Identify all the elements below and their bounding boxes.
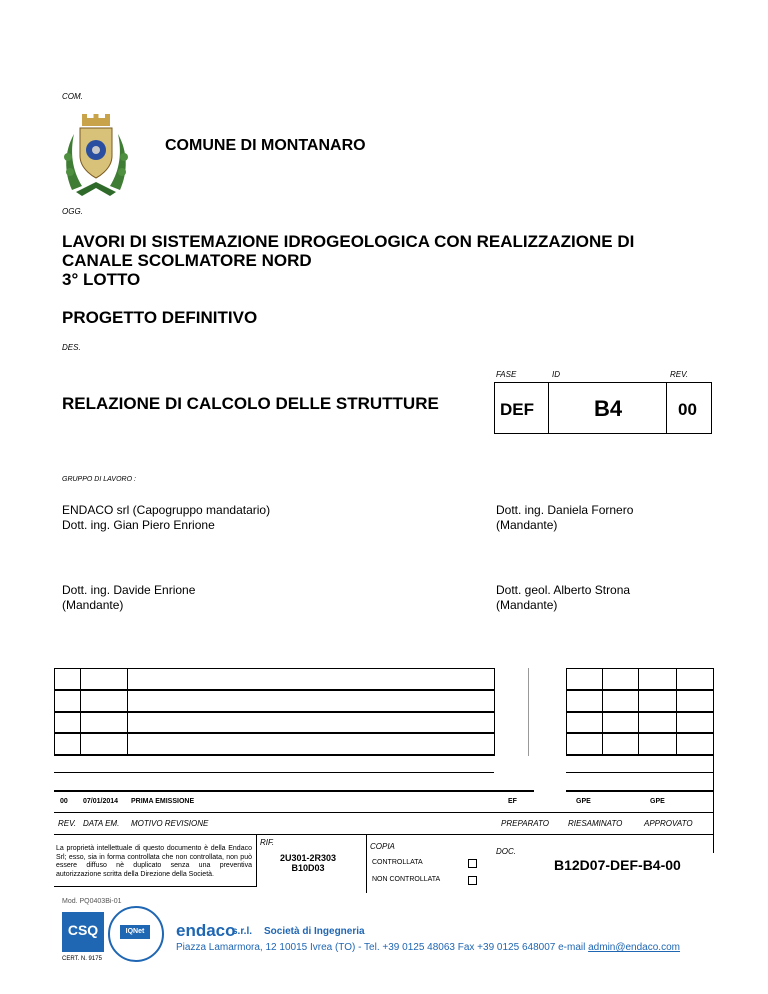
revision-table <box>54 668 714 853</box>
id-value: B4 <box>594 396 623 421</box>
id-label: ID <box>552 370 560 379</box>
team-member-line: Dott. geol. Alberto Strona <box>496 583 631 597</box>
non-controllata-checkbox[interactable] <box>468 876 477 885</box>
team-member-line: (Mandante) <box>496 518 558 532</box>
mod-code: Mod. PQ0403Bi-01 <box>62 898 122 905</box>
municipality-name: COMUNE DI MONTANARO <box>165 137 366 154</box>
doc-code: B12D07-DEF-B4-00 <box>554 857 681 873</box>
team-member-line: (Mandante) <box>62 598 124 612</box>
prepared-cell: EF <box>508 798 517 805</box>
team-member <box>62 503 270 533</box>
fase-label: FASE <box>496 370 517 379</box>
rev-value: 00 <box>678 400 697 419</box>
address-text: Piazza Lamarmora, 12 10015 Ivrea (TO) - Tel. +39 0125 48063 Fax +39 0125 648007 e-mail <box>176 942 589 953</box>
des-label: DES. <box>62 343 81 352</box>
team-member-line: (Mandante) <box>496 598 558 612</box>
email-link[interactable]: admin@endaco.com <box>588 942 680 953</box>
reason-header: MOTIVO REVISIONE <box>131 819 209 828</box>
team-member-line: Dott. ing. Davide Enrione <box>62 583 196 597</box>
non-controllata-label: NON CONTROLLATA <box>372 876 441 883</box>
reviewed-cell: GPE <box>576 798 591 805</box>
company-tagline: Società di Ingegneria <box>264 926 365 937</box>
date-cell: 07/01/2014 <box>83 798 119 805</box>
rev-cell: 00 <box>60 798 68 805</box>
team-member <box>62 583 195 613</box>
company-suffix: s.r.l. <box>232 926 253 937</box>
project-phase: PROGETTO DEFINITIVO <box>62 308 258 327</box>
team-label: GRUPPO DI LAVORO : <box>62 476 136 483</box>
rif-line: B10D03 <box>291 863 325 873</box>
rev-header: REV. <box>58 819 77 828</box>
rev-label: REV. <box>670 370 689 379</box>
ownership-notice: La proprietà intellettuale di questo documento è della Endaco Srl; esso, sia in forma controllata che non controllata, non può essere diffuso nè duplicato senza una preventiva autorizzazione scritta della Direzione della Società. <box>56 845 252 878</box>
project-title <box>62 232 634 289</box>
rif-value <box>278 853 338 873</box>
doc-code-box <box>494 370 712 434</box>
company-address <box>176 942 680 953</box>
prepared-header: PREPARATO <box>501 819 550 828</box>
coat-of-arms-logo <box>60 112 132 200</box>
approved-cell: GPE <box>650 798 665 805</box>
iqnet-seal <box>108 906 164 962</box>
footer-block <box>54 835 714 895</box>
document-title: RELAZIONE DI CALCOLO DELLE STRUTTURE <box>62 394 439 413</box>
com-label: COM. <box>62 92 83 101</box>
date-header: DATA EM. <box>83 819 120 828</box>
team-member-line: Dott. ing. Daniela Fornero <box>496 503 634 517</box>
team-member <box>496 583 630 613</box>
controllata-label: CONTROLLATA <box>372 859 423 866</box>
ogg-label: OGG. <box>62 207 83 216</box>
project-title-line: LAVORI DI SISTEMAZIONE IDROGEOLOGICA CON REALIZZAZIONE DI <box>62 232 635 251</box>
fase-value: DEF <box>500 400 534 419</box>
reviewed-header: RIESAMINATO <box>568 819 623 828</box>
approved-header: APPROVATO <box>644 819 693 828</box>
iqnet-label: IQNet <box>120 925 150 939</box>
project-title-line: CANALE SCOLMATORE NORD <box>62 251 312 270</box>
team-member-line: Dott. ing. Gian Piero Enrione <box>62 518 215 532</box>
cert-number: CERT. N. 9175 <box>62 956 102 962</box>
project-title-line: 3° LOTTO <box>62 270 141 289</box>
doc-label: DOC. <box>496 847 516 856</box>
team-member <box>496 503 633 533</box>
controllata-checkbox[interactable] <box>468 859 477 868</box>
reason-cell: PRIMA EMISSIONE <box>131 798 195 805</box>
copia-label: COPIA <box>370 842 395 851</box>
team-member-line: ENDACO srl (Capogruppo mandatario) <box>62 503 271 517</box>
rif-label: RIF. <box>260 838 275 847</box>
company-name: endaco <box>176 921 236 940</box>
rif-line: 2U301-2R303 <box>279 853 337 863</box>
csq-logo: CSQ <box>62 912 104 952</box>
